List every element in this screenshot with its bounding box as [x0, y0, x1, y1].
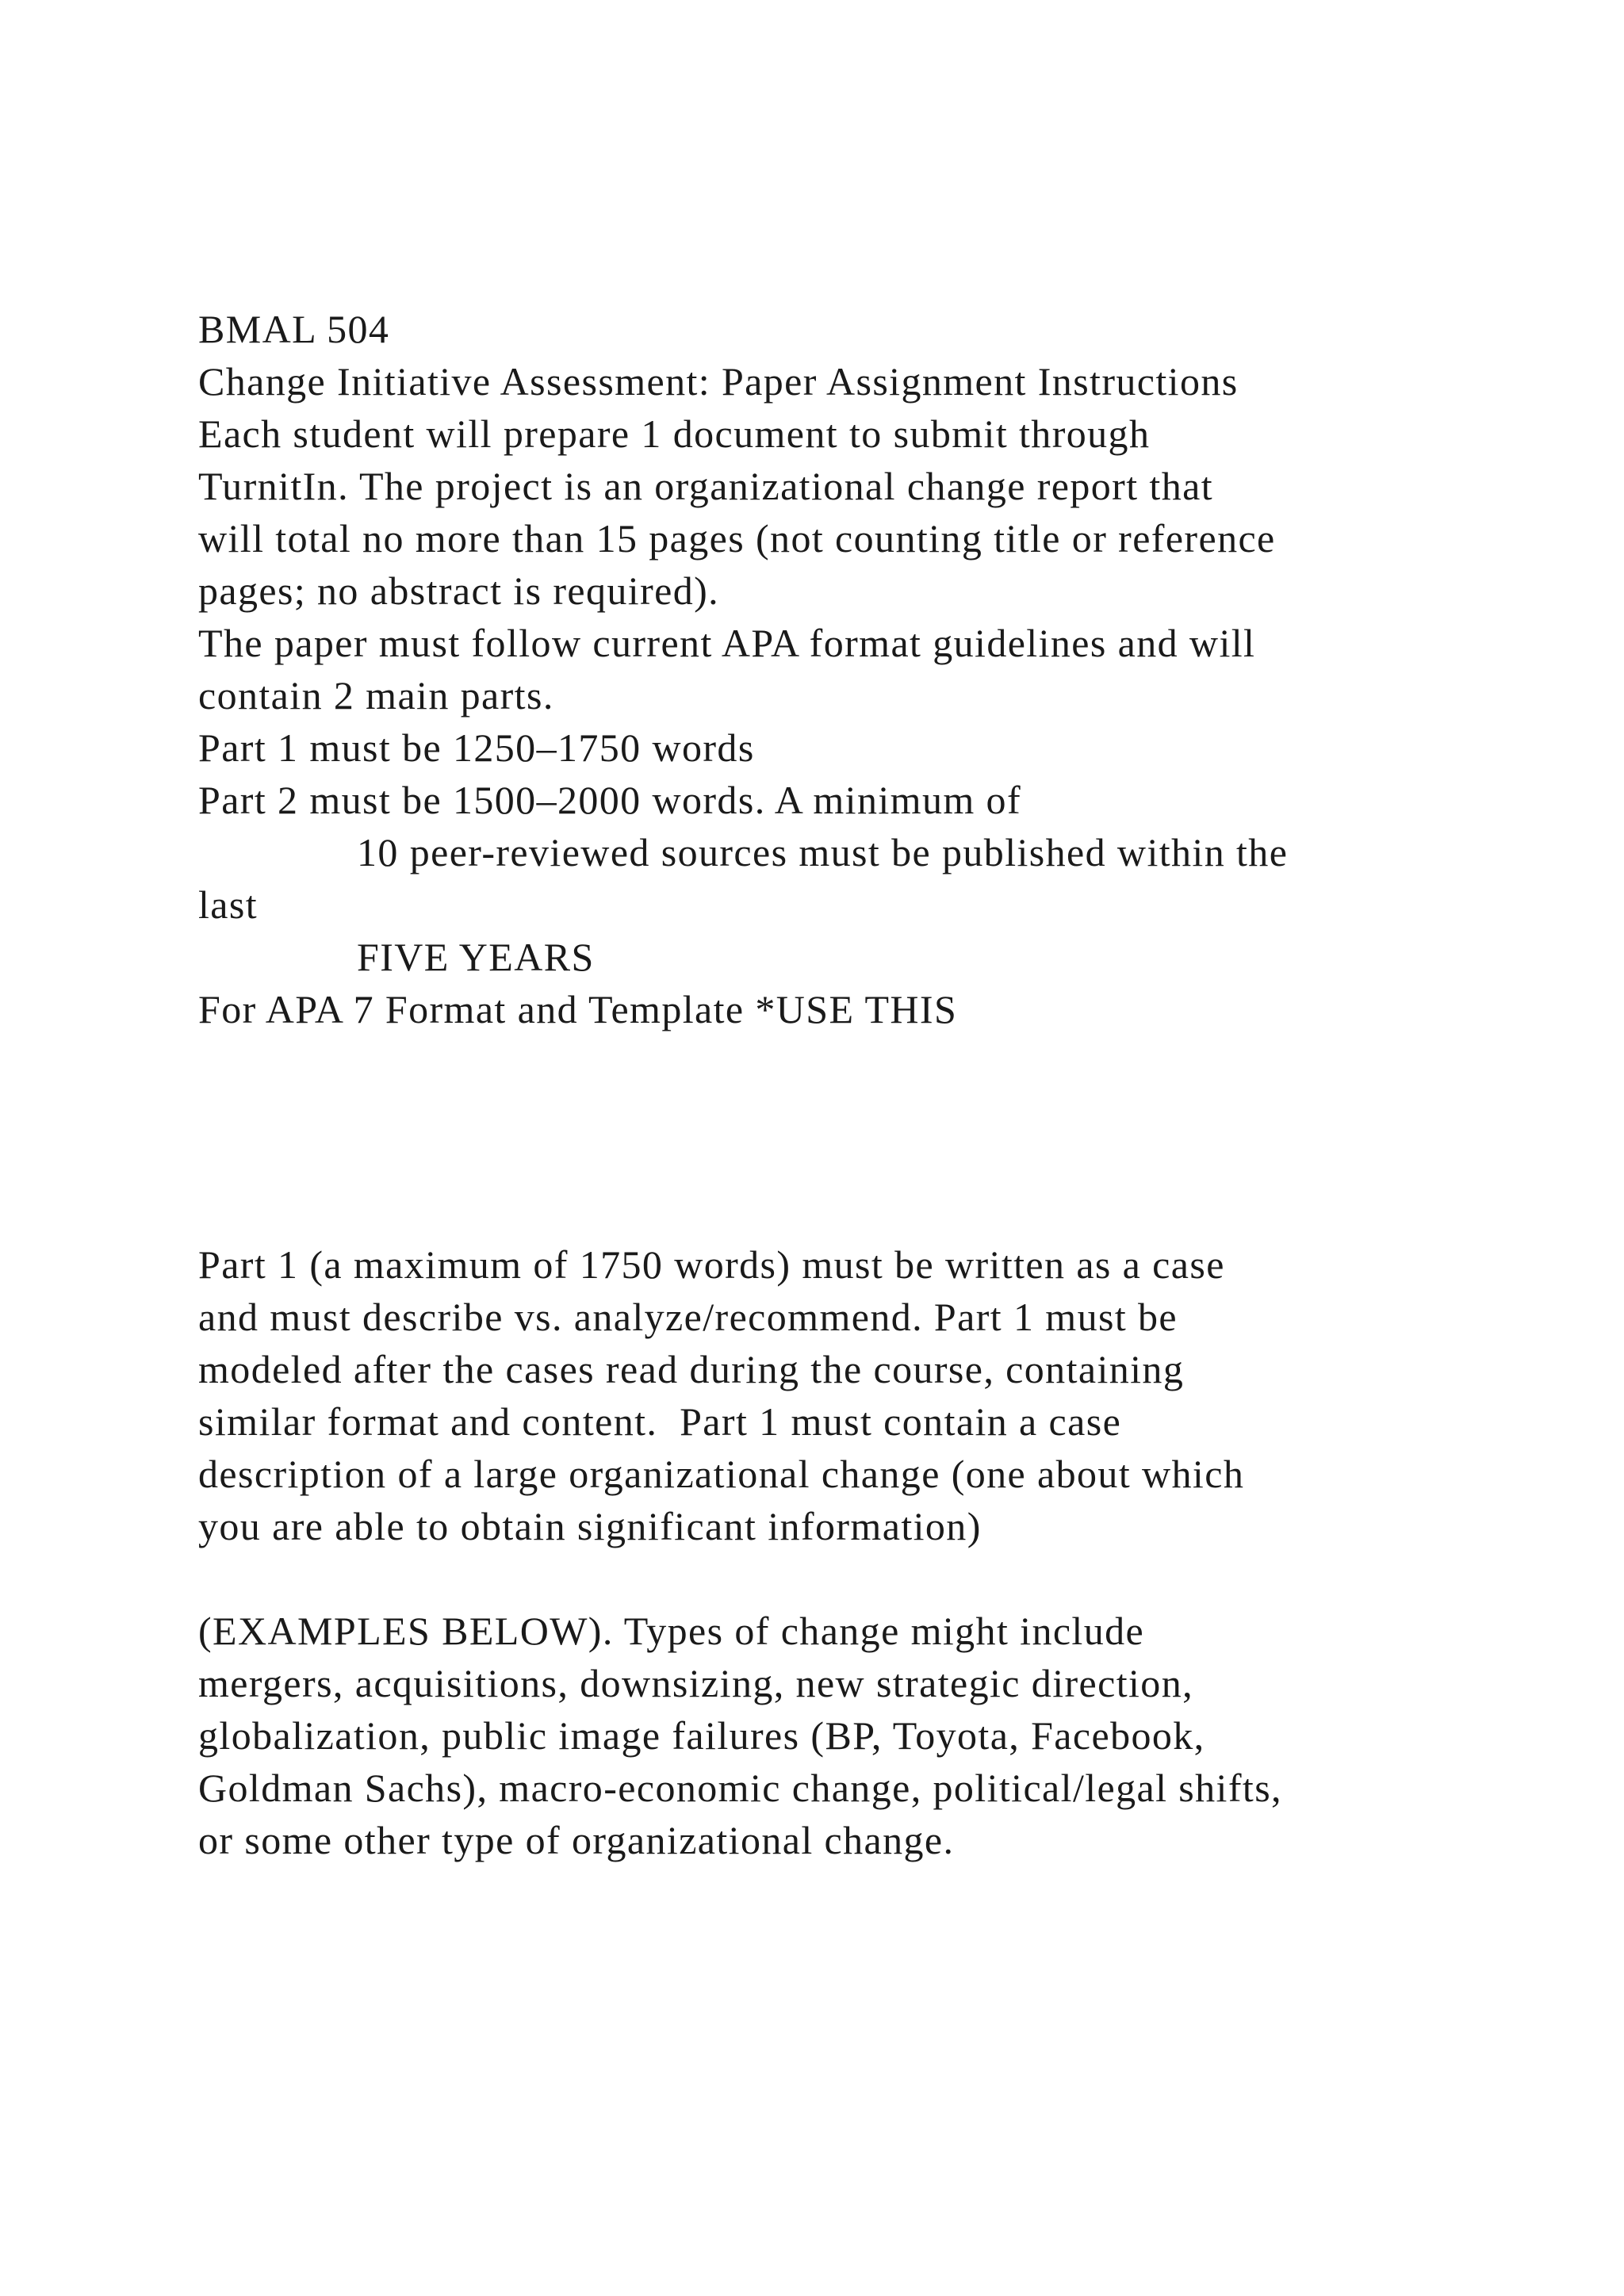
intro-line: pages; no abstract is required).: [198, 568, 720, 613]
intro-line: TurnitIn. The project is an organizational change report that: [198, 464, 1213, 508]
examples-line: Goldman Sachs), macro-economic change, political/legal shifts,: [198, 1766, 1282, 1810]
intro-line: Each student will prepare 1 document to submit through: [198, 411, 1151, 456]
sources-requirement: 10 peer-reviewed sources must be published within the: [357, 830, 1289, 874]
sources-requirement-wrap: last: [198, 882, 259, 927]
part1-line: Part 1 (a maximum of 1750 words) must be written as a case: [198, 1242, 1225, 1287]
apa-format-line: For APA 7 Format and Template *USE THIS: [198, 987, 958, 1031]
part1-line: you are able to obtain significant information): [198, 1504, 982, 1548]
part1-line: and must describe vs. analyze/recommend. Part 1 must be: [198, 1295, 1178, 1339]
part1-line: description of a large organizational change (one about which: [198, 1452, 1245, 1496]
assignment-title: Change Initiative Assessment: Paper Assignment Instructions: [198, 359, 1239, 404]
examples-line: or some other type of organizational change.: [198, 1818, 955, 1862]
examples-line: globalization, public image failures (BP, Toyota, Facebook,: [198, 1713, 1205, 1758]
examples-line: mergers, acquisitions, downsizing, new strategic direction,: [198, 1661, 1194, 1705]
course-code: BMAL 504: [198, 307, 390, 351]
intro-line: Part 1 must be 1250–1750 words: [198, 725, 755, 770]
intro-line: will total no more than 15 pages (not counting title or reference: [198, 516, 1276, 561]
examples-section: [198, 1605, 1515, 1866]
intro-line: contain 2 main parts.: [198, 673, 554, 718]
part1-line: similar format and content. Part 1 must contain a case: [198, 1399, 1122, 1444]
examples-line: (EXAMPLES BELOW). Types of change might include: [198, 1609, 1145, 1653]
intro-line: The paper must follow current APA format guidelines and will: [198, 621, 1256, 665]
part1-line: modeled after the cases read during the course, containing: [198, 1347, 1185, 1391]
intro-line: Part 2 must be 1500–2000 words. A minimum of: [198, 778, 1021, 822]
five-years-label: FIVE YEARS: [357, 935, 595, 979]
part1-section: [198, 1238, 1515, 1552]
header-section: [198, 303, 1515, 1035]
